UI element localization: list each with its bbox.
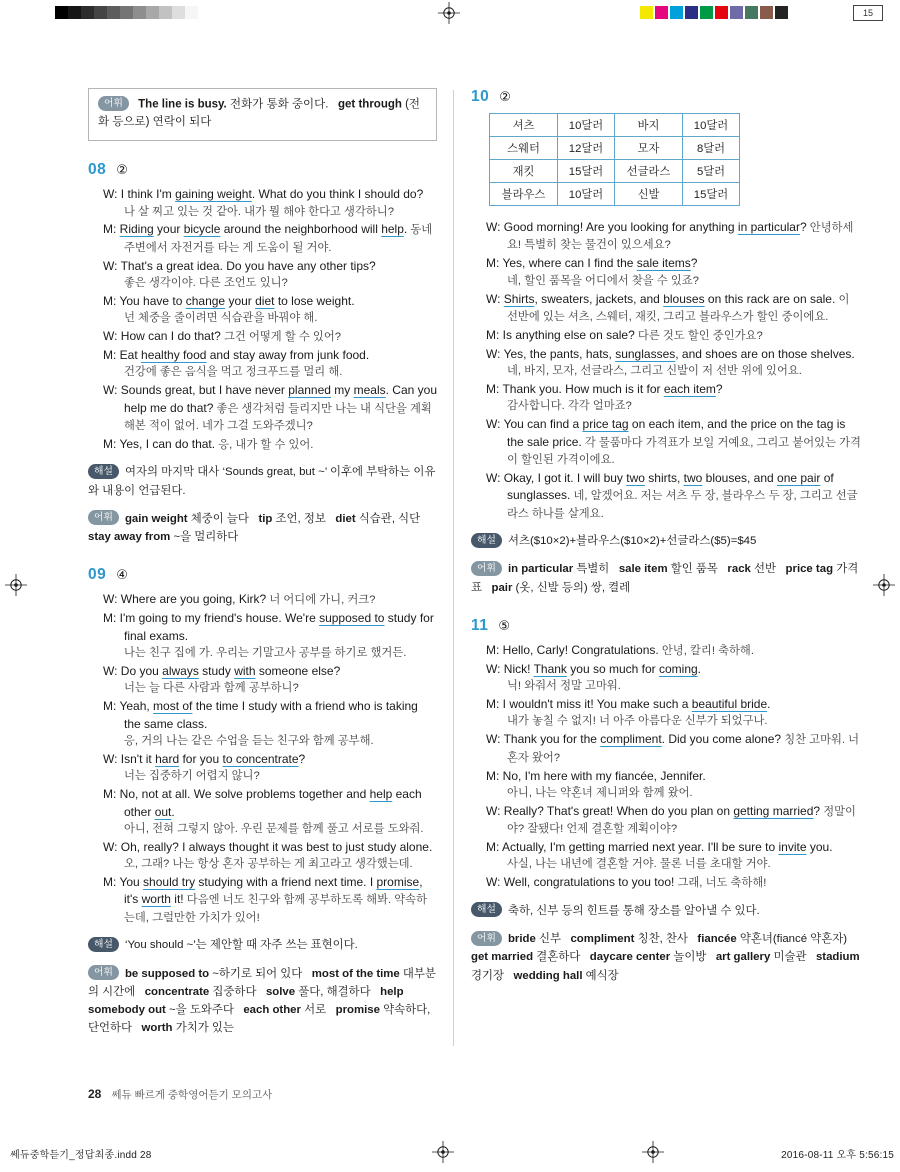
dialogue-line	[103, 293, 437, 327]
speaker-label: W:	[486, 291, 504, 306]
vocab-term: price tag	[785, 563, 834, 576]
key-expression: meals	[353, 383, 386, 398]
dialogue-line	[103, 436, 437, 453]
korean-translation: 정말이야? 잘됐다! 언제 결혼할 계획이야?	[507, 805, 856, 836]
speaker-label: M:	[103, 437, 120, 452]
vocab-term: gain weight	[124, 512, 188, 525]
dialogue-line	[103, 663, 437, 697]
korean-translation: 좋은 생각이야. 다른 조언도 있니?	[124, 277, 288, 290]
vocab-term: The line is busy.	[138, 98, 227, 111]
color-swatch	[760, 6, 773, 19]
book-title: 쎄듀 빠르게 중학영어듣기 모의고사	[111, 1089, 273, 1101]
answer-choice: ②	[116, 162, 128, 178]
korean-translation: 응, 거의 나는 같은 수업을 듣는 친구와 함께 공부해.	[124, 735, 374, 748]
dialogue-line	[486, 219, 863, 254]
speaker-label: M:	[486, 768, 503, 783]
dialogue-line	[486, 803, 863, 838]
key-expression: with	[234, 663, 256, 678]
korean-translation: 감사합니다. 각각 얼마죠?	[507, 400, 632, 413]
speaker-label: M:	[103, 699, 120, 714]
vocab-term: diet	[335, 512, 356, 525]
korean-translation: 닉! 와줘서 정말 고마워.	[507, 680, 621, 693]
explanation-note	[471, 532, 863, 550]
dialogue-line	[486, 416, 863, 468]
price-cell: 5달러	[683, 160, 740, 183]
english-sentence: I think I'm gaining weight. What do you think I should do?	[120, 187, 424, 202]
speaker-label: W:	[103, 383, 121, 398]
color-swatch	[640, 6, 653, 19]
english-sentence: Yes, I can do that.	[119, 437, 216, 452]
dialogue-line	[103, 347, 437, 381]
key-expression: in particular	[737, 220, 800, 234]
table-row	[490, 160, 740, 183]
korean-translation: 아니, 전혀 그렇지 않아. 우린 문제를 함께 풀고 서로를 도와줘.	[124, 822, 424, 835]
korean-translation: 사실, 나는 내년에 결혼할 거야. 물론 너를 초대할 거야.	[507, 858, 771, 871]
vocab-term: in particular	[507, 563, 574, 576]
price-table	[489, 113, 740, 206]
imprint-datetime: 2016-08-11 오후 5:56:15	[781, 1150, 894, 1161]
vocab-term: tip	[258, 512, 273, 525]
english-sentence: You can find a price tag on each item, and the price on the tag is the sale price.	[503, 417, 846, 449]
note-badge: 해설	[88, 937, 119, 952]
vocab-term: fiancée	[697, 933, 737, 945]
speaker-label: M:	[486, 642, 503, 657]
vocab-term: be supposed to	[124, 967, 210, 980]
vocabulary-note	[471, 560, 863, 597]
vocab-term: bride	[507, 933, 536, 945]
left-column	[88, 86, 437, 1046]
vocabulary-note	[88, 965, 437, 1038]
grayscale-swatch	[146, 6, 159, 19]
table-row	[490, 137, 740, 160]
dialogue-line	[486, 731, 863, 766]
registration-mark	[873, 574, 895, 596]
item-cell: 재킷	[490, 160, 558, 183]
table-row	[490, 183, 740, 206]
question-header	[471, 617, 863, 635]
vocab-term: stay away from	[88, 531, 171, 544]
speaker-label: W:	[486, 875, 504, 890]
korean-translation: 동네 주변에서 자전거를 타는 게 도움이 될 거야.	[124, 224, 433, 254]
english-sentence: Well, congratulations to you too!	[503, 875, 675, 890]
english-sentence: Where are you going, Kirk?	[120, 592, 267, 607]
page-content	[88, 86, 863, 1046]
note-badge: 어휘	[88, 510, 119, 525]
english-sentence: Oh, really? I always thought it was best to just study alone.	[120, 839, 433, 854]
dialogue	[103, 591, 437, 926]
key-expression: help	[369, 787, 393, 802]
korean-translation: 그건 어떻게 할 수 있어?	[220, 331, 342, 344]
speaker-label: W:	[486, 417, 504, 432]
korean-translation: 다른 것도 할인 중인가요?	[634, 329, 763, 342]
speaker-label: W:	[103, 329, 121, 344]
speaker-label: M:	[103, 787, 120, 802]
english-sentence: How can I do that?	[120, 329, 221, 344]
korean-translation: 너는 늘 다른 사람과 함께 공부하니?	[124, 682, 299, 695]
dialogue-line	[486, 642, 863, 659]
vocabulary-note	[88, 510, 437, 547]
korean-translation: 안녕하세요! 특별히 찾는 물건이 있으세요?	[507, 222, 854, 252]
speaker-label: W:	[486, 661, 504, 676]
dialogue-line	[103, 258, 437, 292]
color-swatch	[715, 6, 728, 19]
english-sentence: You should try studying with a friend next time. I promise, it's worth it!	[119, 875, 423, 907]
speaker-label: W:	[486, 470, 504, 485]
color-swatch	[655, 6, 668, 19]
note-text: bride 신부 compliment 칭찬, 찬사 fiancée 약혼녀(fiancé 약혼자) get married 결혼하다 daycare center 놀이방 art gallery 미술관 stadium 경기장 wedding hall 예식장	[471, 933, 863, 982]
key-expression: invite	[778, 840, 807, 855]
key-expression: gaining weight	[175, 187, 252, 202]
answer-choice: ⑤	[498, 617, 511, 633]
english-sentence: No, not at all. We solve problems together and help each other out.	[119, 787, 422, 819]
key-expression: price tag	[582, 417, 629, 432]
question-header	[88, 161, 437, 179]
korean-translation: 안녕, 칼리! 축하해.	[658, 644, 754, 657]
dialogue	[486, 113, 863, 522]
dialogue-line	[103, 591, 437, 608]
english-sentence: Okay, I got it. I will buy two shirts, two blouses, and one pair of sunglasses.	[503, 470, 834, 503]
grayscale-swatch	[185, 6, 198, 19]
grayscale-swatch	[94, 6, 107, 19]
question-08	[88, 161, 437, 546]
speaker-label: M:	[486, 327, 503, 342]
korean-translation: 각 물품마다 가격표가 보일 거예요, 그리고 붙어있는 가격이 할인된 가격이에요.	[507, 436, 861, 467]
dialogue-line	[486, 327, 863, 344]
korean-translation: 그래, 너도 축하해!	[674, 877, 767, 890]
dialogue-line	[103, 839, 437, 873]
dialogue-line	[103, 382, 437, 434]
key-expression: sunglasses	[615, 346, 676, 361]
english-sentence: Thank you. How much is it for each item?	[502, 381, 723, 396]
speaker-label: M:	[103, 293, 120, 308]
dialogue-line	[103, 610, 437, 661]
carryover-vocab-box	[88, 88, 437, 141]
note-badge: 해설	[471, 533, 502, 548]
speaker-label: W:	[103, 839, 121, 854]
key-expression: bicycle	[183, 222, 221, 237]
answer-choice: ②	[499, 89, 511, 104]
dialogue-line	[486, 661, 863, 695]
color-swatch	[730, 6, 743, 19]
speaker-label: M:	[486, 697, 503, 711]
key-expression: out	[154, 804, 172, 819]
english-sentence: Really? That's great! When do you plan on getting married?	[503, 803, 821, 818]
key-expression: to concentrate	[222, 751, 299, 766]
korean-translation: 건강에 좋은 음식을 먹고 정크푸드를 멀리 해.	[124, 366, 343, 379]
dialogue-line	[486, 255, 863, 289]
note-badge: 해설	[471, 902, 502, 917]
speaker-label: M:	[486, 840, 503, 855]
item-cell: 셔츠	[490, 114, 558, 137]
note-text: 여자의 마지막 대사 ‘Sounds great, but ~’ 이후에 부탁하는 이유와 내용이 언급된다.	[88, 466, 436, 497]
item-cell: 바지	[615, 114, 683, 137]
dialogue-line	[486, 291, 863, 326]
price-cell: 15달러	[683, 183, 740, 206]
dialogue-line	[103, 751, 437, 785]
key-expression: promise	[376, 875, 420, 890]
dialogue-line	[103, 786, 437, 837]
key-expression: worth	[141, 892, 171, 907]
vocab-term: help somebody out	[88, 985, 407, 1016]
speaker-label: W:	[486, 220, 504, 234]
korean-translation: 나는 친구 집에 가. 우리는 기말고사 공부를 하기로 했거든.	[124, 647, 407, 660]
dialogue-line	[486, 696, 863, 730]
note-text: in particular 특별히 sale item 할인 품목 rack 선반 price tag 가격표 pair (옷, 신발 등의) 쌍, 켤레	[471, 563, 859, 594]
english-sentence: You have to change your diet to lose weight.	[119, 293, 355, 308]
color-calibration-bar	[640, 6, 788, 19]
key-expression: sale items	[636, 256, 691, 271]
table-row	[490, 114, 740, 137]
note-badge: 어휘	[471, 931, 502, 946]
key-expression: two	[683, 470, 703, 485]
question-number: 10	[471, 88, 490, 105]
vocab-term: get married	[471, 951, 534, 964]
grayscale-calibration-bar	[55, 6, 198, 19]
grayscale-swatch	[133, 6, 146, 19]
dialogue-line	[103, 698, 437, 749]
color-swatch	[670, 6, 683, 19]
key-expression: two	[626, 470, 645, 485]
item-cell: 선글라스	[615, 160, 683, 183]
grayscale-swatch	[68, 6, 81, 19]
speaker-label: W:	[486, 346, 504, 361]
key-expression: compliment	[600, 732, 662, 747]
korean-translation: 다음엔 너도 친구와 함께 공부하도록 해봐. 약속하는데, 그럴만한 가치가 있어!	[124, 894, 428, 924]
korean-translation: 네, 할인 품목을 어디에서 찾을 수 있죠?	[507, 274, 699, 287]
vocab-term: get through	[338, 98, 402, 111]
page-footer	[88, 1087, 272, 1102]
key-expression: getting married	[733, 803, 814, 818]
price-cell: 15달러	[558, 160, 615, 183]
price-cell: 10달러	[683, 114, 740, 137]
english-sentence: I wouldn't miss it! You make such a beautiful bride.	[502, 697, 771, 711]
vocab-term: solve	[265, 985, 296, 998]
key-expression: Thank	[533, 661, 567, 676]
english-sentence: Hello, Carly! Congratulations.	[502, 642, 659, 657]
note-text: 셔츠($10×2)+블라우스($10×2)+선글라스($5)=$45	[507, 535, 757, 548]
speaker-label: M:	[486, 381, 503, 396]
registration-mark	[432, 1141, 454, 1163]
speaker-label: W:	[103, 751, 121, 766]
vocab-term: worth	[141, 1022, 173, 1035]
explanation-note	[471, 902, 863, 920]
korean-translation: 너 어디에 가니, 커크?	[266, 594, 376, 607]
color-swatch	[685, 6, 698, 19]
english-sentence: I'm going to my friend's house. We're supposed to study for final exams.	[119, 611, 434, 643]
vocab-term: daycare center	[589, 951, 671, 964]
korean-translation: 네, 바지, 모자, 선글라스, 그리고 신발이 저 선반 위에 있어요.	[507, 365, 802, 378]
note-badge: 어휘	[471, 561, 502, 576]
english-sentence: Isn't it hard for you to concentrate?	[120, 751, 306, 766]
dialogue-line	[486, 381, 863, 415]
dialogue-line	[486, 346, 863, 380]
english-sentence: That's a great idea. Do you have any other tips?	[120, 258, 376, 273]
explanation-note	[88, 463, 437, 500]
english-sentence: Thank you for the compliment. Did you come alone?	[503, 732, 782, 747]
korean-translation: 너는 집중하기 어렵지 않니?	[124, 770, 260, 783]
key-expression: each item	[663, 381, 716, 396]
column-divider	[453, 90, 454, 1046]
vocab-term: promise	[335, 1004, 380, 1016]
korean-translation: 이 선반에 있는 셔츠, 스웨터, 재킷, 그리고 블라우스가 할인 중이에요.	[507, 293, 850, 323]
grayscale-swatch	[159, 6, 172, 19]
vocab-term: rack	[727, 563, 751, 576]
key-expression: beautiful bride	[691, 697, 768, 711]
english-sentence: Nick! Thank you so much for coming.	[503, 661, 702, 676]
dialogue	[486, 642, 863, 892]
page-number: 28	[88, 1087, 102, 1101]
note-badge: 어휘	[88, 965, 119, 980]
dialogue	[103, 186, 437, 453]
key-expression: diet	[255, 293, 275, 308]
korean-translation: 내가 놓칠 수 없지! 너 아주 아름다운 신부가 되었구나.	[507, 715, 768, 728]
answer-choice: ④	[116, 567, 128, 583]
vocab-term: wedding hall	[513, 969, 583, 982]
grayscale-swatch	[120, 6, 133, 19]
korean-translation: 오, 그래? 나는 항상 혼자 공부하는 게 최고라고 생각했는데.	[124, 858, 413, 871]
price-cell: 12달러	[558, 137, 615, 160]
vocab-term: most of the time	[311, 967, 400, 980]
korean-translation: 좋은 생각처럼 들리지만 나는 내 식단을 계획해본 적이 없어. 네가 그걸 도와주겠니?	[124, 402, 432, 433]
right-column	[471, 86, 863, 1046]
vocab-term: stadium	[815, 951, 860, 964]
speaker-label: W:	[103, 187, 121, 202]
note-text: be supposed to ~하기로 되어 있다 most of the time 대부분의 시간에 concentrate 집중하다 solve 풀다, 해결하다 help somebody out ~을 도와주다 each other 서로 promise 약속하다, 단언하다 worth 가치가 있는	[88, 967, 436, 1035]
key-expression: Shirts	[503, 291, 535, 306]
price-cell: 8달러	[683, 137, 740, 160]
item-cell: 신발	[615, 183, 683, 206]
speaker-label: M:	[103, 348, 120, 363]
english-sentence: Yes, the pants, hats, sunglasses, and shoes are on those shelves.	[503, 346, 855, 361]
dialogue-line	[103, 874, 437, 926]
speaker-label: M:	[103, 611, 120, 626]
key-expression: blouses	[663, 291, 705, 306]
speaker-label: M:	[103, 875, 120, 890]
item-cell: 모자	[615, 137, 683, 160]
dialogue-line	[486, 874, 863, 891]
korean-translation: 아니, 나는 약혼녀 제니퍼와 함께 왔어.	[507, 786, 693, 799]
item-cell: 스웨터	[490, 137, 558, 160]
english-sentence: Shirts, sweaters, jackets, and blouses on this rack are on sale.	[503, 291, 836, 306]
vocab-term: concentrate	[144, 985, 210, 998]
key-expression: should try	[143, 875, 196, 890]
dialogue-line	[103, 186, 437, 220]
price-cell: 10달러	[558, 114, 615, 137]
korean-translation: 넌 체중을 줄이려면 식습관을 바꿔야 해.	[124, 312, 318, 325]
english-sentence: Eat healthy food and stay away from junk food.	[119, 348, 370, 363]
speaker-label: M:	[486, 256, 503, 271]
key-expression: coming	[658, 661, 698, 676]
note-text: ‘You should ~’는 제안할 때 자주 쓰는 표현이다.	[124, 939, 358, 952]
color-swatch	[700, 6, 713, 19]
question-header	[471, 88, 863, 106]
key-expression: change	[185, 293, 226, 308]
vocab-term: pair	[491, 581, 513, 594]
english-sentence: Yeah, most of the time I study with a friend who is taking the same class.	[119, 699, 418, 731]
speaker-label: M:	[103, 222, 120, 237]
vocab-badge: 어휘	[98, 96, 129, 111]
note-text: gain weight 체중이 늘다 tip 조언, 정보 diet 식습관, 식단 stay away from ~을 멀리하다	[88, 512, 430, 544]
korean-translation: 네, 알겠어요. 저는 셔츠 두 장, 블라우스 두 장, 그리고 선글라스 하나를 살게요.	[507, 490, 858, 520]
key-expression: healthy food	[141, 348, 207, 363]
vocab-term: compliment	[570, 933, 635, 945]
dialogue-line	[486, 470, 863, 522]
korean-translation: 응, 내가 할 수 있어.	[215, 439, 314, 452]
speaker-label: W:	[486, 803, 504, 818]
english-sentence: Is anything else on sale?	[502, 327, 635, 342]
explanation-note	[88, 936, 437, 954]
grayscale-swatch	[172, 6, 185, 19]
key-expression: planned	[288, 383, 331, 398]
vocab-term: art gallery	[715, 951, 771, 964]
question-09	[88, 566, 437, 1037]
speaker-label: W:	[486, 732, 504, 747]
note-text: 축하, 신부 등의 힌트를 통해 장소를 알아낼 수 있다.	[507, 904, 760, 917]
price-cell: 10달러	[558, 183, 615, 206]
note-badge: 해설	[88, 464, 119, 479]
key-expression: hard	[155, 751, 180, 766]
english-sentence: No, I'm here with my fiancée, Jennifer.	[502, 768, 706, 783]
english-sentence: Yes, where can I find the sale items?	[502, 256, 698, 271]
registration-mark	[5, 574, 27, 596]
english-sentence: Sounds great, but I have never planned my meals. Can you help me do that?	[120, 383, 438, 415]
question-number: 08	[88, 161, 107, 179]
english-sentence: Good morning! Are you looking for anything in particular?	[503, 220, 807, 234]
color-swatch	[745, 6, 758, 19]
dialogue-line	[103, 328, 437, 345]
vocabulary-note	[471, 930, 863, 985]
korean-translation: 나 살 찌고 있는 것 같아. 내가 뭘 해야 한다고 생각하니?	[124, 205, 394, 218]
key-expression: help	[381, 222, 404, 237]
question-header	[88, 566, 437, 584]
speaker-label: W:	[103, 663, 121, 678]
key-expression: supposed to	[319, 611, 385, 626]
dialogue-line	[103, 221, 437, 256]
item-cell: 블라우스	[490, 183, 558, 206]
vocab-text: The line is busy. 전화가 통화 중이다. get through (전화 등으로) 연락이 되다	[98, 98, 421, 129]
registration-mark	[438, 2, 460, 24]
signature-box: 15	[853, 5, 883, 21]
vocab-term: each other	[243, 1004, 301, 1016]
grayscale-swatch	[107, 6, 120, 19]
grayscale-swatch	[81, 6, 94, 19]
dialogue-line	[486, 768, 863, 802]
key-expression: one pair	[777, 470, 821, 485]
grayscale-swatch	[55, 6, 68, 19]
korean-translation: 칭찬 고마워. 너 혼자 왔어?	[507, 734, 860, 764]
question-number: 11	[471, 616, 489, 634]
imprint-filename: 쎄듀중학듣기_정답최종.indd 28	[10, 1150, 152, 1161]
question-11	[471, 617, 863, 985]
key-expression: always	[162, 663, 199, 678]
dialogue-line	[486, 839, 863, 873]
question-10	[471, 88, 863, 597]
english-sentence: Actually, I'm getting married next year. I'll be sure to invite you.	[502, 840, 833, 855]
english-sentence: Do you always study with someone else?	[120, 663, 341, 678]
key-expression: Riding	[119, 222, 154, 237]
color-swatch	[775, 6, 788, 19]
question-number: 09	[88, 566, 107, 584]
english-sentence: Riding your bicycle around the neighborhood will help.	[119, 222, 408, 237]
speaker-label: W:	[103, 258, 121, 273]
vocab-term: sale item	[618, 563, 668, 576]
speaker-label: W:	[103, 592, 121, 607]
key-expression: most of	[153, 699, 193, 714]
registration-mark	[642, 1141, 664, 1163]
